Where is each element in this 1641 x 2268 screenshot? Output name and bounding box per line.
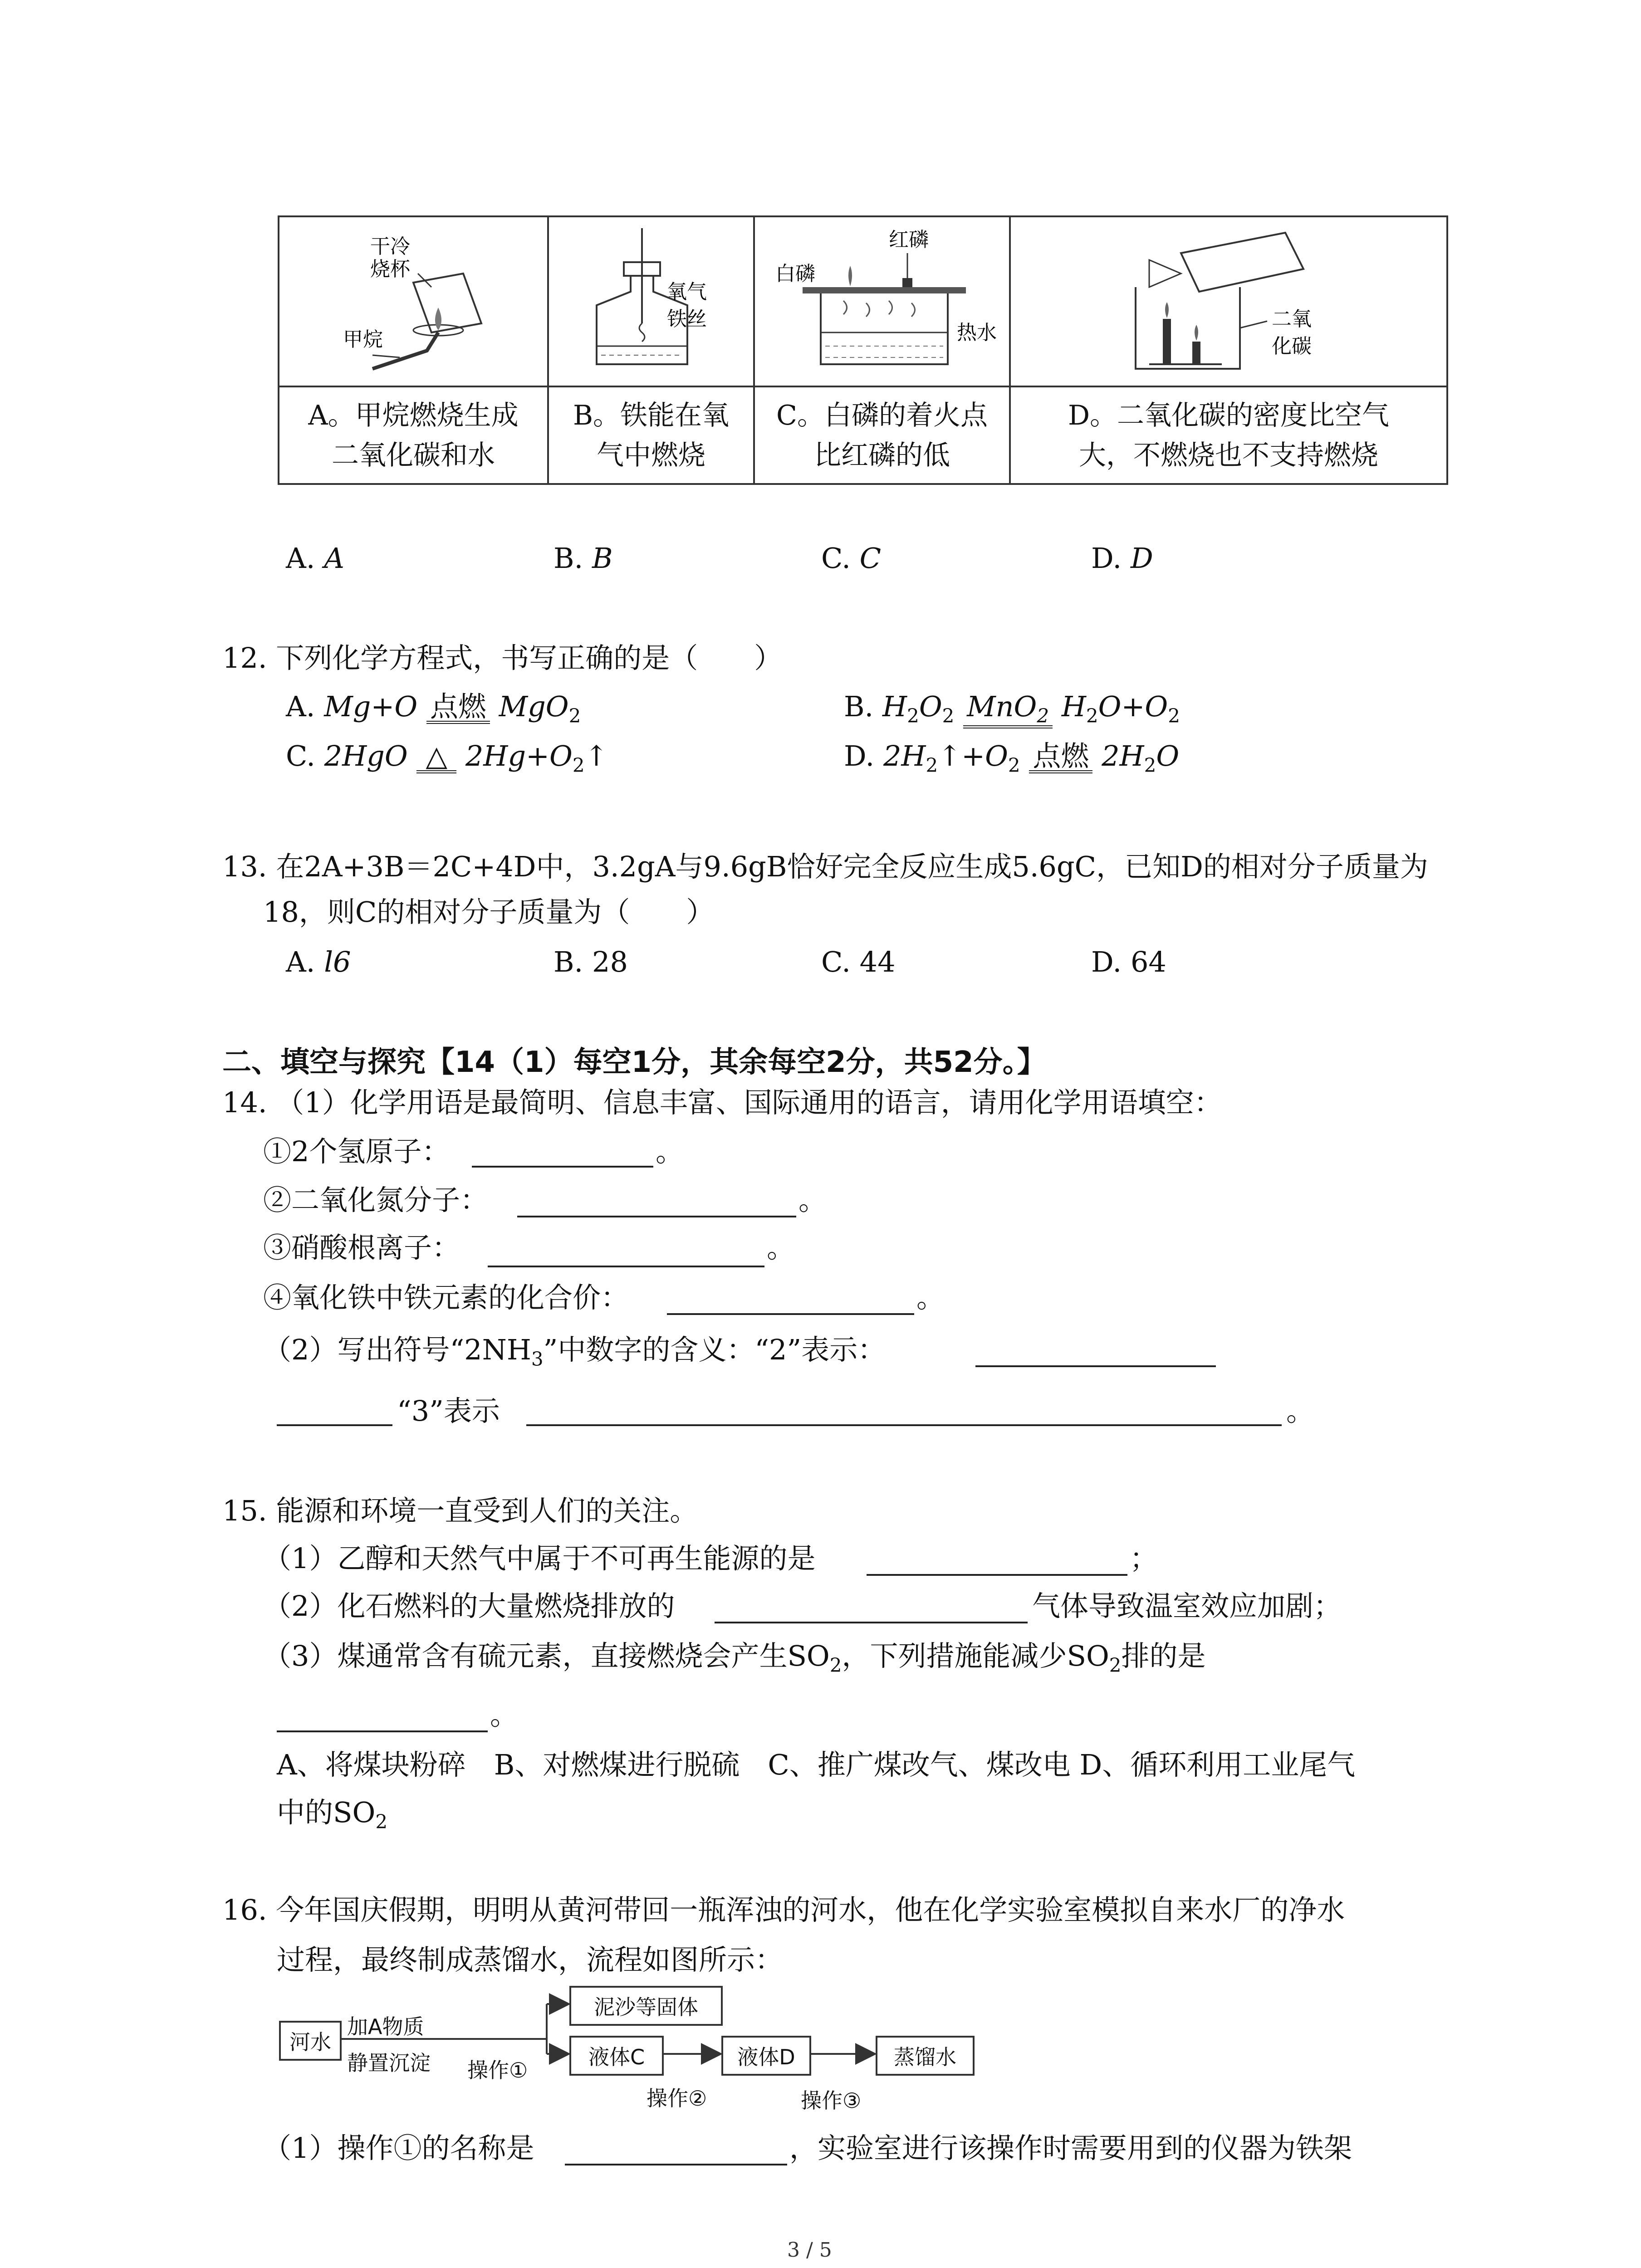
- q11-option-d[interactable]: D. D: [1091, 542, 1153, 575]
- q13-option-a[interactable]: A. l6: [286, 945, 351, 978]
- q14-part2: （2）写出符号“$2NH_3$”中数字的含义：“2”表示：: [263, 1333, 886, 1370]
- figure-d-caption: D。二氧化碳的密度比空气 大，不燃烧也不支持燃烧: [1010, 386, 1447, 484]
- q12-option-b[interactable]: B. $H_2O_2$ MnO$_2$ $H_2O+O_2$: [844, 693, 1180, 728]
- q11-option-b[interactable]: B. B: [554, 542, 613, 575]
- svg-text:化碳: 化碳: [1272, 334, 1312, 358]
- figure-b-caption: B。铁能在氧 气中燃烧: [548, 386, 754, 484]
- q15-part3-end: 。: [490, 1698, 519, 1731]
- flow-solid-box: 泥沙等固体: [569, 1986, 723, 2026]
- q13-option-d[interactable]: D. 64: [1091, 945, 1166, 978]
- q12-stem: 12. 下列化学方程式，书写正确的是（ ）: [222, 641, 783, 675]
- page-number: 3 / 5: [787, 2239, 832, 2262]
- figure-a-caption: A。甲烷燃烧生成 二氧化碳和水: [279, 386, 548, 484]
- q14-item-4-end: 。: [916, 1281, 945, 1314]
- flow-op1-label: 操作①: [467, 2058, 528, 2082]
- q15-part1: （1）乙醇和天然气中属于不可再生能源的是: [263, 1542, 816, 1575]
- q12-option-a[interactable]: A. Mg+O 点燃 MgO$_2$: [286, 690, 581, 727]
- q15-stem: 15. 能源和环境一直受到人们的关注。: [222, 1494, 698, 1527]
- q16-part1-pre: （1）操作①的名称是: [263, 2131, 534, 2165]
- q13-stem-line2: 18，则C的相对分子质量为（ ）: [263, 895, 715, 929]
- svg-text:甲烷: 甲烷: [343, 327, 383, 351]
- flow-settle-label: 静置沉淀: [347, 2051, 431, 2075]
- q15-part2-pre: （2）化石燃料的大量燃烧排放的: [263, 1589, 675, 1623]
- q15-part1-end: ；: [1130, 1542, 1158, 1575]
- q15-choices-line2: 中的$SO_2$: [277, 1796, 388, 1833]
- figure-c-caption: C。白磷的着火点 比红磷的低: [754, 386, 1010, 484]
- q14-item-2-end: 。: [798, 1183, 827, 1217]
- svg-text:烧杯: 烧杯: [370, 257, 410, 281]
- q14-item-3: ③硝酸根离子：: [263, 1231, 460, 1264]
- q14-item-4: ④氧化铁中铁元素的化合价：: [263, 1281, 629, 1314]
- svg-text:二氧: 二氧: [1272, 307, 1312, 331]
- q14-item-1: ①2个氢原子：: [263, 1135, 450, 1168]
- q12-option-d[interactable]: D. $2H_2↑+O_2$ 点燃 $2H_2O$: [844, 739, 1180, 777]
- q14-part2-end: 。: [1286, 1394, 1315, 1427]
- q14-stem: 14. （1）化学用语是最简明、信息丰富、国际通用的语言，请用化学用语填空：: [222, 1086, 1222, 1119]
- q15-choices-line1: A、将煤块粉碎 B、对燃煤进行脱硫 C、推广煤改气、煤改电 D、循环利用工业尾气: [277, 1748, 1356, 1781]
- flow-distilled-box: 蒸馏水: [876, 2036, 975, 2076]
- svg-text:铁丝: 铁丝: [667, 307, 707, 331]
- q13-option-b[interactable]: B. 28: [554, 945, 628, 978]
- q15-part2-post: 气体导致温室效应加剧；: [1032, 1589, 1342, 1623]
- q16-part1-post: ，实验室进行该操作时需要用到的仪器为铁架: [789, 2131, 1352, 2165]
- flow-liquid-c-box: 液体C: [569, 2036, 664, 2076]
- q11-option-a[interactable]: A. A: [286, 542, 344, 575]
- q11-option-c[interactable]: C. C: [821, 542, 882, 575]
- flow-liquid-d-box: 液体D: [721, 2036, 811, 2076]
- q14-item-2: ②二氧化氮分子：: [263, 1183, 489, 1217]
- flow-river-box: 河水: [279, 2021, 342, 2061]
- q13-stem-line1: 13. 在2A+3B＝2C+4D中，3.2gA与9.6gB恰好完全反应生成5.6gC，已知D的相对分子质量为: [222, 850, 1428, 883]
- flow-op2-label: 操作②: [647, 2086, 707, 2111]
- q12-option-c[interactable]: C. 2HgO △ $2Hg+O_2↑$: [286, 739, 608, 777]
- svg-text:氧气: 氧气: [667, 280, 707, 303]
- q16-blank-1[interactable]: [565, 2164, 787, 2165]
- svg-text:热水: 热水: [957, 321, 997, 344]
- q16-stem-line2: 过程，最终制成蒸馏水，流程如图所示：: [277, 1943, 784, 1976]
- q14-item-1-end: 。: [656, 1135, 684, 1168]
- flow-add-a-label: 加A物质: [347, 2014, 424, 2039]
- q16-stem-line1: 16. 今年国庆假期，明明从黄河带回一瓶浑浊的河水，他在化学实验室模拟自来水厂的净水: [222, 1893, 1345, 1926]
- q15-part3: （3）煤通常含有硫元素，直接燃烧会产生$SO_2$，下列措施能减少$SO_2$排的是: [263, 1639, 1206, 1677]
- q14-part2-line2: “3”表示: [397, 1394, 500, 1427]
- q14-item-3-end: 。: [767, 1231, 795, 1264]
- section2-title: 二、填空与探究【14（1）每空1分，其余每空2分，共52分。】: [222, 1046, 1046, 1079]
- svg-text:干冷: 干冷: [370, 235, 410, 258]
- flow-op3-label: 操作③: [801, 2088, 862, 2113]
- q13-option-c[interactable]: C. 44: [821, 945, 896, 978]
- svg-text:红磷: 红磷: [889, 228, 929, 251]
- svg-text:白磷: 白磷: [775, 262, 815, 285]
